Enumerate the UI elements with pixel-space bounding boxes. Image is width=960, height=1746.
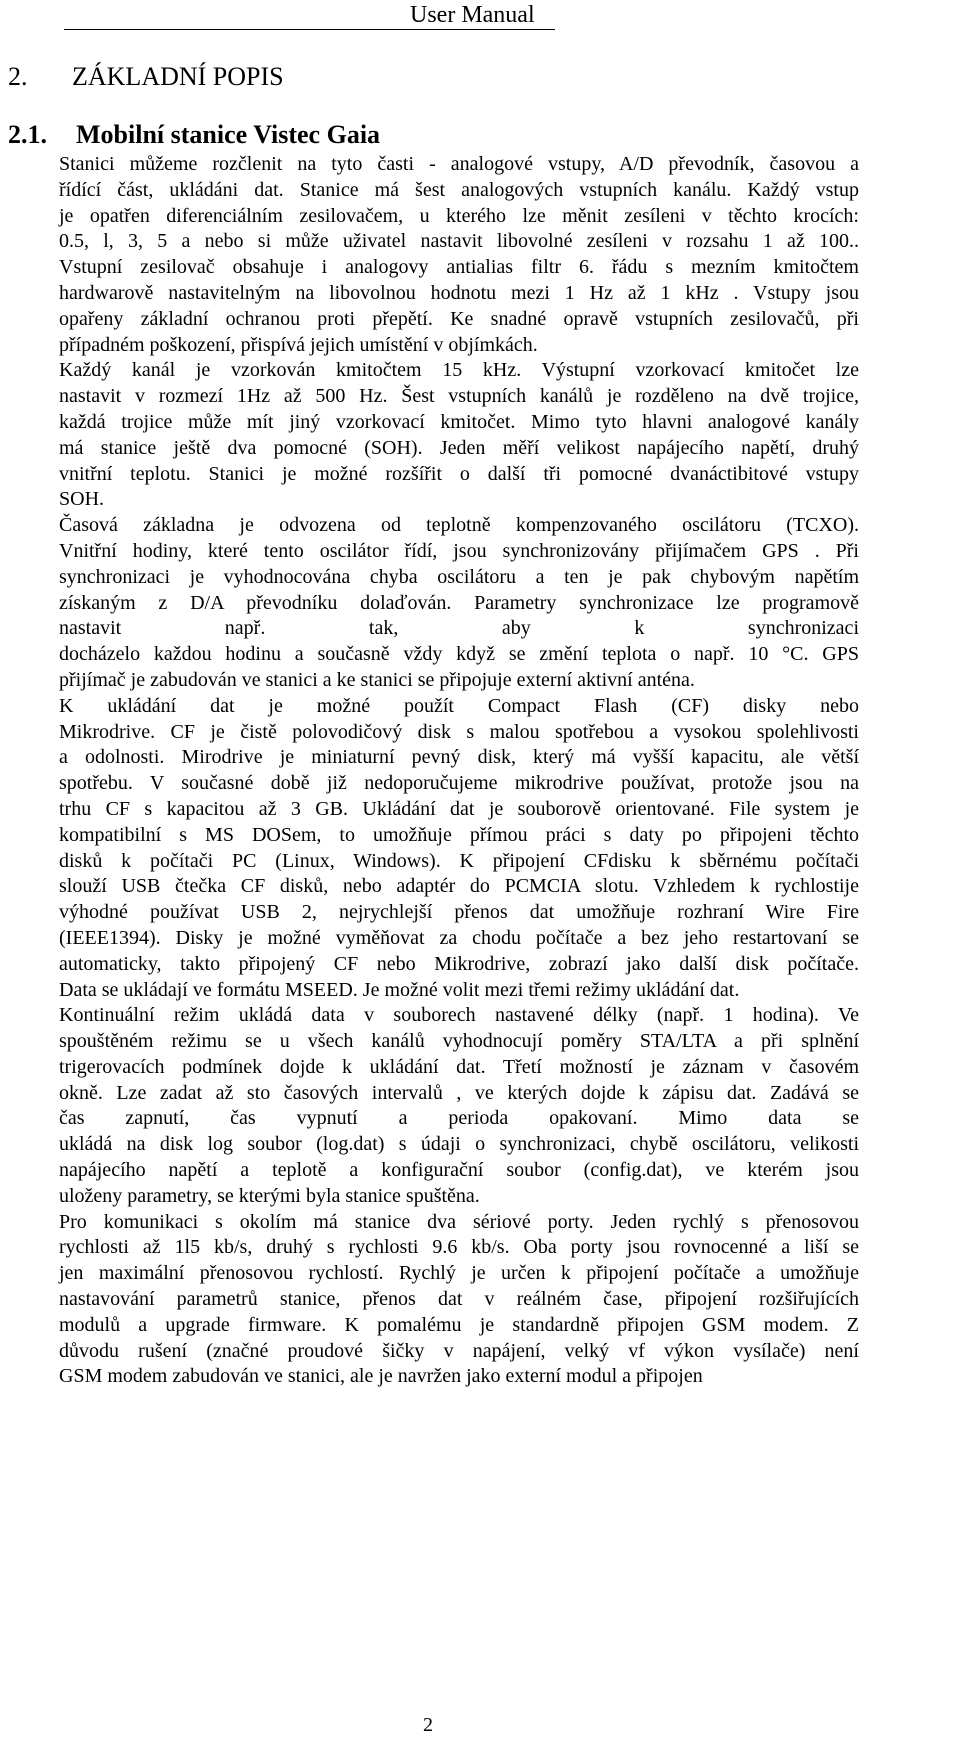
paragraph-line: 0.5, l, 3, 5 a nebo si může uživatel nastavit libovolné zesíleni v rozsahu 1 až 100.. xyxy=(59,230,859,253)
paragraph-line: Časová základna je odvozena od teplotně kompenzovaného oscilátoru (TCXO). xyxy=(59,514,859,537)
paragraph-line: čas zapnutí, čas vypnutí a perioda opakovaní. Mimo data se xyxy=(59,1107,859,1130)
chapter-heading xyxy=(8,62,284,92)
paragraph-line: trigerovacích podmínek dojde k ukládání dat. Třetí možností je záznam v časovém xyxy=(59,1055,859,1078)
paragraph-line: každá trojice může mít jiný vzorkovací kmitočet. Mimo tyto hlavni analogové kanály xyxy=(59,410,859,433)
paragraph-line: trhu CF s kapacitou až 3 GB. Ukládání dat je souborově orientované. File system je xyxy=(59,797,859,820)
paragraph-line: (IEEE1394). Disky je možné vyměňovat za chodu počítače a bez jeho restartovaní se xyxy=(59,926,859,949)
section-heading xyxy=(8,120,380,150)
paragraph-line: SOH. xyxy=(59,488,105,511)
paragraph-line: Mikrodrive. CF je čistě polovodičový disk s malou spotřebou a vysokou spolehlivosti xyxy=(59,720,859,743)
paragraph-line: je opatřen diferenciálním zesilovačem, u kterého lze měnit zesíleni v těchto krocích: xyxy=(59,204,859,227)
body-text xyxy=(59,152,859,1390)
section-number: 2.1. xyxy=(8,120,47,149)
paragraph-line: ukládá na disk log soubor (log.dat) s údaji o synchronizaci, chybě oscilátoru, velikosti xyxy=(59,1133,859,1156)
paragraph-line: nastavování parametrů stanice, přenos dat v reálném čase, připojení rozšiřujících xyxy=(59,1288,859,1311)
page-number: 2 xyxy=(423,1714,433,1736)
paragraph-line: okně. Lze zadat až sto časových intervalů , ve kterých dojde k zápisu dat. Zadává se xyxy=(59,1081,859,1104)
paragraph-line: a odolnosti. Mirodrive je miniaturní pevný disk, který má vyšší kapacitu, ale větší xyxy=(59,746,859,769)
paragraph-line: nastavit např. tak, aby k synchronizaci xyxy=(59,617,859,640)
paragraph-line: jen maximální přenosovou rychlostí. Rychlý je určen k připojení počítače a umožňuje xyxy=(59,1262,859,1285)
paragraph-line: Pro komunikaci s okolím má stanice dva sériové porty. Jeden rychlý s přenosovou xyxy=(59,1210,859,1233)
header-rule xyxy=(64,29,555,30)
paragraph-line: Vstupní zesilovač obsahuje i analogovy antialias filtr 6. řádu s mezním kmitočtem xyxy=(59,256,859,279)
paragraph-line: důvodu rušení (značné proudové šičky v napájení, velký vf výkon vysílače) není xyxy=(59,1339,859,1362)
paragraph-line: kompatibilní s MS DOSem, to umožňuje přímou práci s daty po připojeni těchto xyxy=(59,823,859,846)
paragraph-line: Stanici můžeme rozčlenit na tyto časti - analogové vstupy, A/D převodník, časovou a xyxy=(59,153,859,175)
paragraph-line: Kontinuální režim ukládá data v souborech nastavené délky (např. 1 hodina). Ve xyxy=(59,1004,859,1027)
paragraph-line: Vnitřní hodiny, které tento oscilátor řídí, jsou synchronizovány přijímačem GPS . Při xyxy=(59,539,859,562)
paragraph-line: přijímač je zabudován ve stanici a ke stanici se připojuje externí aktivní anténa. xyxy=(59,668,695,691)
paragraph-line: disků k počítači PC (Linux, Windows). K připojení CFdisku k sběrnému počítači xyxy=(59,849,859,872)
paragraph-line: řídící část, ukládáni dat. Stanice má šest analogových vstupních kanálu. Každý vstup xyxy=(59,178,859,201)
paragraph-line: rychlosti až 1l5 kb/s, druhý s rychlosti 9.6 kb/s. Oba porty jsou rovnocenné a liší se xyxy=(59,1236,859,1259)
paragraph-line: modulů a upgrade firmware. K pomalému je standardně připojen GSM modem. Z xyxy=(59,1313,859,1336)
paragraph-line: uloženy parametry, se kterými byla stanice spuštěna. xyxy=(59,1184,480,1207)
paragraph-line: napájecího napětí a teplotě a konfigurační soubor (config.dat), ve kterém jsou xyxy=(59,1159,859,1182)
paragraph-line: výhodné používat USB 2, nejrychlejší přenos dat umožňuje rozhraní Wire Fire xyxy=(59,901,859,924)
paragraph-line: má stanice ještě dva pomocné (SOH). Jeden měří velikost napájecího napětí, druhý xyxy=(59,436,859,459)
paragraph-line: Data se ukládají ve formátu MSEED. Je možné volit mezi třemi režimy ukládání dat. xyxy=(59,978,740,1001)
paragraph-line: synchronizaci je vyhodnocována chyba oscilátoru a ten je pak chybovým napětím xyxy=(59,565,859,588)
paragraph-line: opařeny základní ochranou proti přepětí. Ke snadné opravě vstupních zesilovačů, při xyxy=(59,307,859,330)
paragraph-line: vnitřní teplotu. Stanici je možné rozšířit o další tři pomocné dvanáctibitové vstupy xyxy=(59,462,859,485)
paragraph-line: získaným z D/A převodníku dolaďován. Parametry synchronizace lze programově xyxy=(59,591,859,614)
paragraph-line: hardwarově nastavitelným na libovolnou hodnotu mezi 1 Hz až 1 kHz . Vstupy jsou xyxy=(59,281,859,304)
chapter-title: ZÁKLADNÍ POPIS xyxy=(72,62,284,91)
paragraph-line: případném poškození, přispívá jejich umístění v objímkách. xyxy=(59,333,538,356)
paragraph-line: GSM modem zabudován ve stanici, ale je navržen jako externí modul a připojen xyxy=(59,1365,703,1388)
section-title: Mobilní stanice Vistec Gaia xyxy=(76,120,381,149)
paragraph-line: nastavit v rozmezí 1Hz až 500 Hz. Šest vstupních kanálů je rozděleno na dvě trojice, xyxy=(59,385,859,408)
running-header: User Manual xyxy=(410,2,535,28)
paragraph-line: slouží USB čtečka CF disků, nebo adaptér do PCMCIA slotu. Vzhledem k rychlostije xyxy=(59,875,859,898)
paragraph-line: spotřebu. V současné době již nedoporučujeme mikrodrive používat, protože jsou na xyxy=(59,772,859,795)
paragraph-line: Každý kanál je vzorkován kmitočtem 15 kHz. Výstupní vzorkovací kmitočet lze xyxy=(59,359,859,382)
paragraph-line: K ukládání dat je možné použít Compact Flash (CF) disky nebo xyxy=(59,694,859,717)
paragraph-line: docházelo každou hodinu a současně vždy když se změní teplota o např. 10 °C. GPS xyxy=(59,643,859,666)
paragraph-line: spouštěném režimu se u všech kanálů vyhodnocují poměry STA/LTA a při splnění xyxy=(59,1030,859,1053)
paragraph-line: automaticky, takto připojený CF nebo Mikrodrive, zobrazí jako další disk počítače. xyxy=(59,952,859,975)
chapter-number: 2. xyxy=(8,62,28,91)
